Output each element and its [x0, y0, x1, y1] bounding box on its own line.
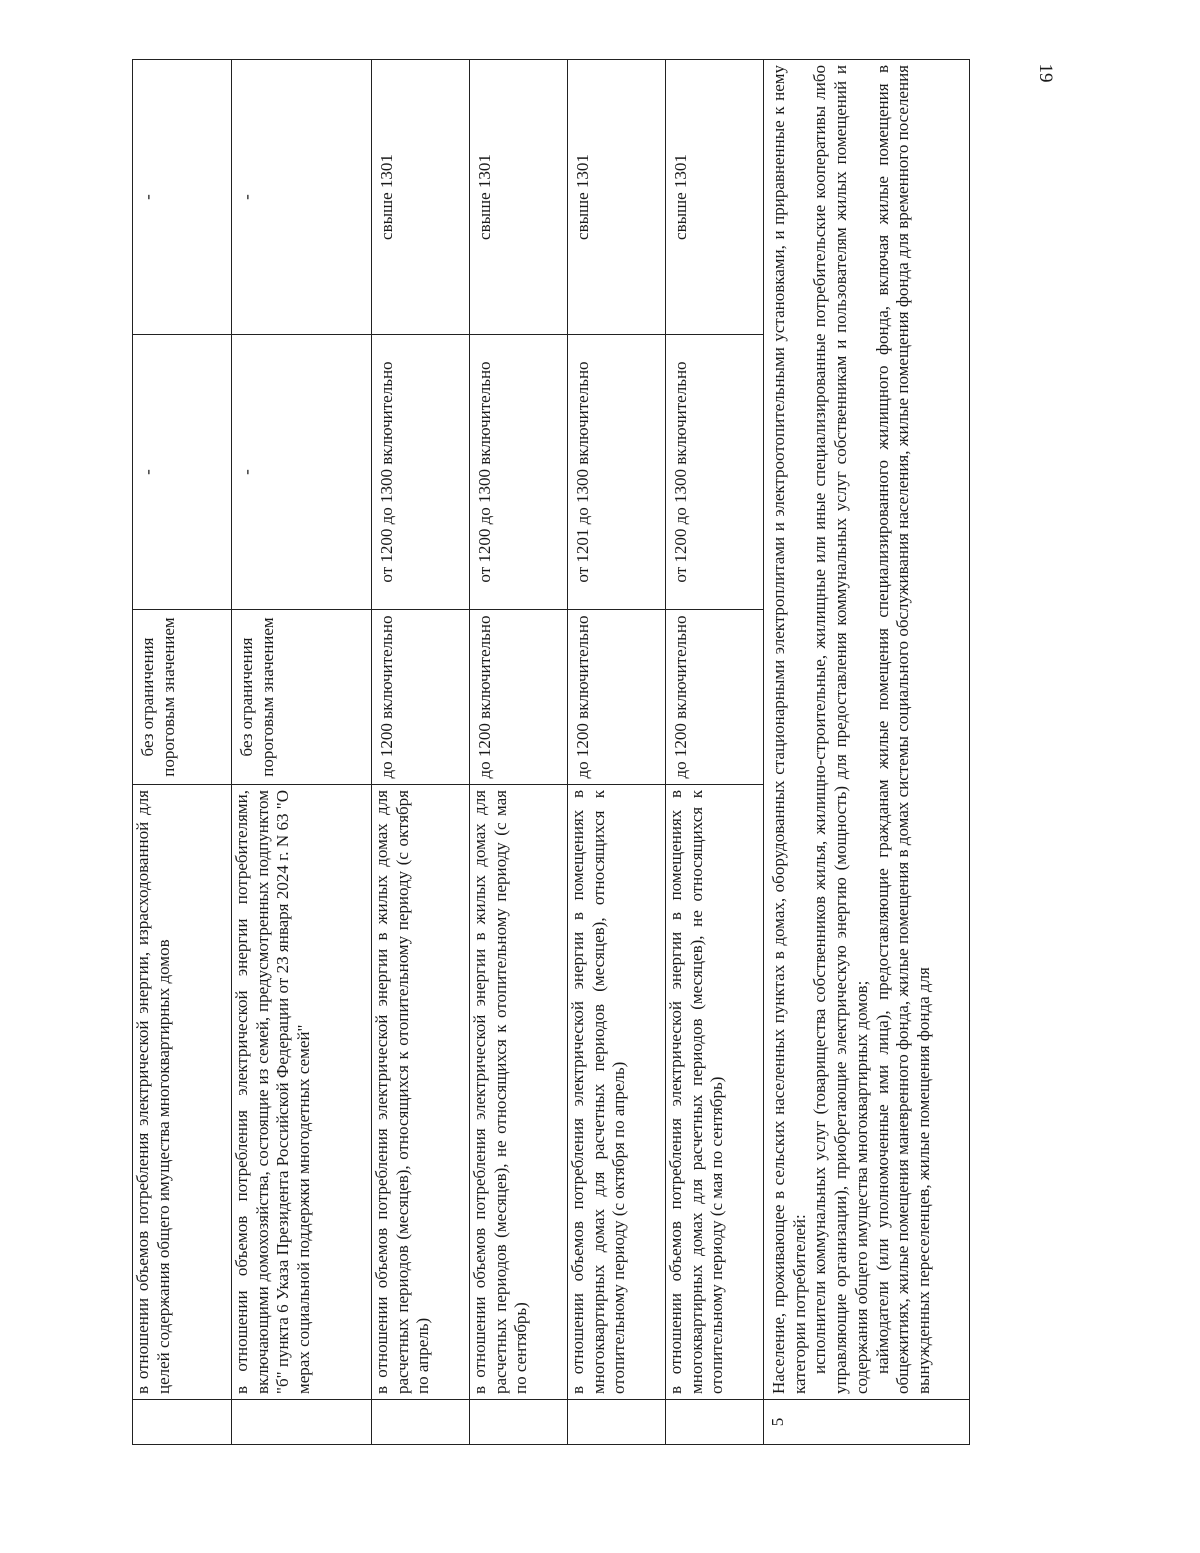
- row-description: в отношении объемов потребления электрической энергии, израсходованной для целей содержания общего имущества многоквартирных домов: [133, 785, 232, 1400]
- table-row: [232, 60, 372, 1445]
- range-cell-b: от 1200 до 1300 включительно: [470, 335, 568, 610]
- row-description: в отношении объемов потребления электрической энергии в помещениях в многоквартирных домах для расчетных периодов (месяцев), относящихся к отопительному периоду (с октября по апрель): [568, 785, 666, 1400]
- range-cell-c: свыше 1301: [666, 60, 764, 335]
- range-cell-c: -: [133, 60, 232, 335]
- table-row: [568, 60, 666, 1445]
- page-number: 19: [1035, 63, 1056, 83]
- range-cell-b: -: [133, 335, 232, 610]
- table-row: [133, 60, 232, 1445]
- tariff-table: [132, 59, 970, 1445]
- row-description: в отношении объемов потребления электрической энергии потребителями, включающими домохозяйства, состоящие из семей, предусмотренных подпунктом "б" пункта 6 Указа Президента Российской Федерации от 23 января 2024 г. N 63 "О мерах социальной поддержки многодетных семей": [232, 785, 372, 1400]
- paragraph: наймодатели (или уполномоченные ими лица), предоставляющие гражданам жилые помещения специализированного жилищного фонда, включая жилые помещения в общежитиях, жилые помещения маневренного фонда, жилые помещения в домах системы социального обслуживания населения, жилые помещения фонда для временного поселения вынужденных переселенцев, жилые помещения фонда для: [872, 65, 934, 1394]
- range-cell-a: до 1200 включительно: [666, 610, 764, 785]
- range-cell-c: -: [232, 60, 372, 335]
- range-cell-a: до 1200 включительно: [568, 610, 666, 785]
- row-number: [666, 1400, 764, 1445]
- paragraph: исполнители коммунальных услуг (товарищества собственников жилья, жилищно-строительные, жилищные или иные специализированные потребительские кооперативы либо управляющие организации), приобретающие электрическую энергию (мощность) для предоставления коммунальных услуг собственникам и пользователям жилых помещений и содержания общего имущества многоквартирных домов;: [810, 65, 871, 1394]
- table-row: [470, 60, 568, 1445]
- rotated-table-content: [132, 60, 990, 1445]
- row-description: в отношении объемов потребления электрической энергии в помещениях в многоквартирных домах для расчетных периодов (месяцев), не относящихся к отопительному периоду (с мая по сентябрь): [666, 785, 764, 1400]
- rotated-table-area: [132, 60, 990, 1445]
- row-description: в отношении объемов потребления электрической энергии в жилых домах для расчетных периодов (месяцев), не относящихся к отопительному периоду (с мая по сентябрь): [470, 785, 568, 1400]
- row-number: [372, 1400, 470, 1445]
- table-row: [666, 60, 764, 1445]
- table-row: [372, 60, 470, 1445]
- range-cell-a: без ограничения пороговым значением: [133, 610, 232, 785]
- range-cell-a: без ограничения пороговым значением: [232, 610, 372, 785]
- range-cell-c: свыше 1301: [470, 60, 568, 335]
- table-row-5: [764, 60, 970, 1445]
- paragraph: Население, проживающее в сельских населенных пунктах в домах, оборудованных стационарными электроплитами и электроотопительными установками, и приравненные к нему категории потребителей:: [769, 65, 809, 1394]
- row-number: [568, 1400, 666, 1445]
- range-cell-c: свыше 1301: [568, 60, 666, 335]
- row-number: 5: [764, 1400, 970, 1445]
- range-cell-b: от 1201 до 1300 включительно: [568, 335, 666, 610]
- range-cell-a: до 1200 включительно: [372, 610, 470, 785]
- range-cell-b: -: [232, 335, 372, 610]
- row-number: [470, 1400, 568, 1445]
- row-5-description: [764, 60, 970, 1400]
- range-cell-b: от 1200 до 1300 включительно: [372, 335, 470, 610]
- range-cell-a: до 1200 включительно: [470, 610, 568, 785]
- range-cell-b: от 1200 до 1300 включительно: [666, 335, 764, 610]
- row-number: [133, 1400, 232, 1445]
- range-cell-c: свыше 1301: [372, 60, 470, 335]
- row-number: [232, 1400, 372, 1445]
- row-description: в отношении объемов потребления электрической энергии в жилых домах для расчетных периодов (месяцев), относящихся к отопительному периоду (с октября по апрель): [372, 785, 470, 1400]
